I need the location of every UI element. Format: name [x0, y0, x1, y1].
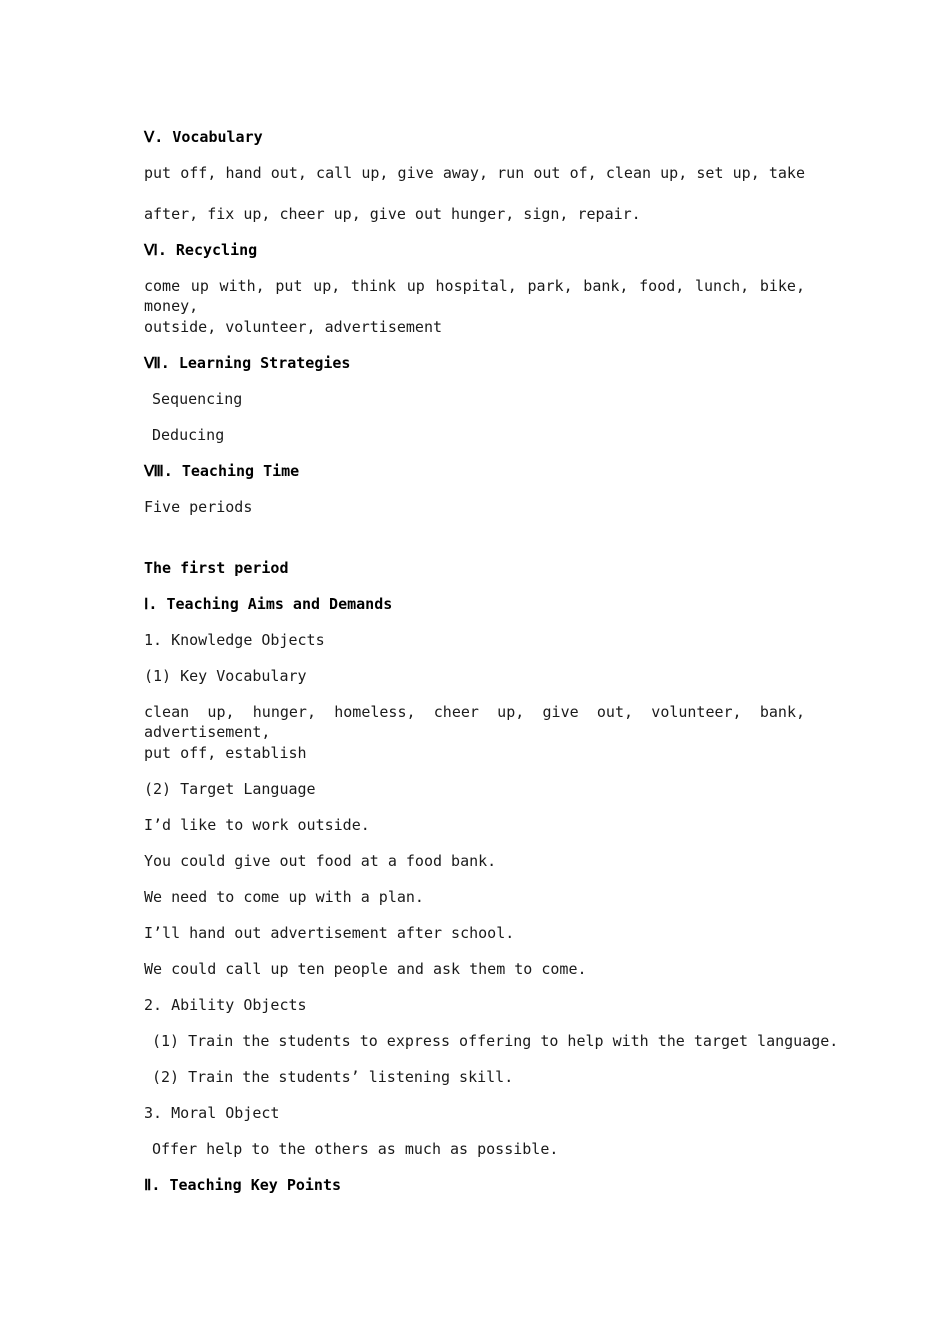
strategy-item: Deducing [152, 426, 225, 444]
subheading-knowledge-objects: 1. Knowledge Objects [144, 631, 325, 649]
strategy-item: Sequencing [152, 390, 243, 408]
subheading-target-language: (2) Target Language [144, 780, 316, 798]
section-heading-key-points: Ⅱ. Teaching Key Points [144, 1176, 342, 1194]
period-title: The first period [144, 559, 289, 577]
target-language-sentence: I’d like to work outside. [144, 816, 370, 834]
target-language-sentence: We could call up ten people and ask them to come. [144, 960, 587, 978]
recycling-line-2: outside, volunteer, advertisement [144, 318, 443, 336]
section-heading-recycling: Ⅵ. Recycling [144, 241, 258, 259]
key-vocabulary-line-2: put off, establish [144, 744, 307, 762]
teaching-time-text: Five periods [144, 498, 253, 516]
vocabulary-line-1: put off, hand out, call up, give away, run out of, clean up, set up, take [144, 164, 805, 182]
section-heading-aims: Ⅰ. Teaching Aims and Demands [144, 595, 393, 613]
section-heading-teaching-time: Ⅷ. Teaching Time [144, 462, 300, 480]
section-heading-vocabulary: Ⅴ. Vocabulary [144, 128, 263, 146]
ability-item: (2) Train the students’ listening skill. [152, 1068, 514, 1086]
key-vocabulary-line-1: clean up, hunger, homeless, cheer up, give out, volunteer, bank, advertisement, [144, 703, 805, 741]
vocabulary-line-2: after, fix up, cheer up, give out hunger, sign, repair. [144, 205, 641, 223]
subheading-ability-objects: 2. Ability Objects [144, 996, 307, 1014]
section-heading-learning-strategies: Ⅶ. Learning Strategies [144, 354, 351, 372]
target-language-sentence: I’ll hand out advertisement after school. [144, 924, 515, 942]
ability-item: (1) Train the students to express offering to help with the target language. [152, 1032, 839, 1050]
target-language-sentence: You could give out food at a food bank. [144, 852, 497, 870]
moral-object-text: Offer help to the others as much as possible. [152, 1140, 559, 1158]
subheading-key-vocabulary: (1) Key Vocabulary [144, 667, 307, 685]
subheading-moral-object: 3. Moral Object [144, 1104, 280, 1122]
target-language-sentence: We need to come up with a plan. [144, 888, 424, 906]
recycling-line-1: come up with, put up, think up hospital, park, bank, food, lunch, bike, money, [144, 277, 805, 315]
